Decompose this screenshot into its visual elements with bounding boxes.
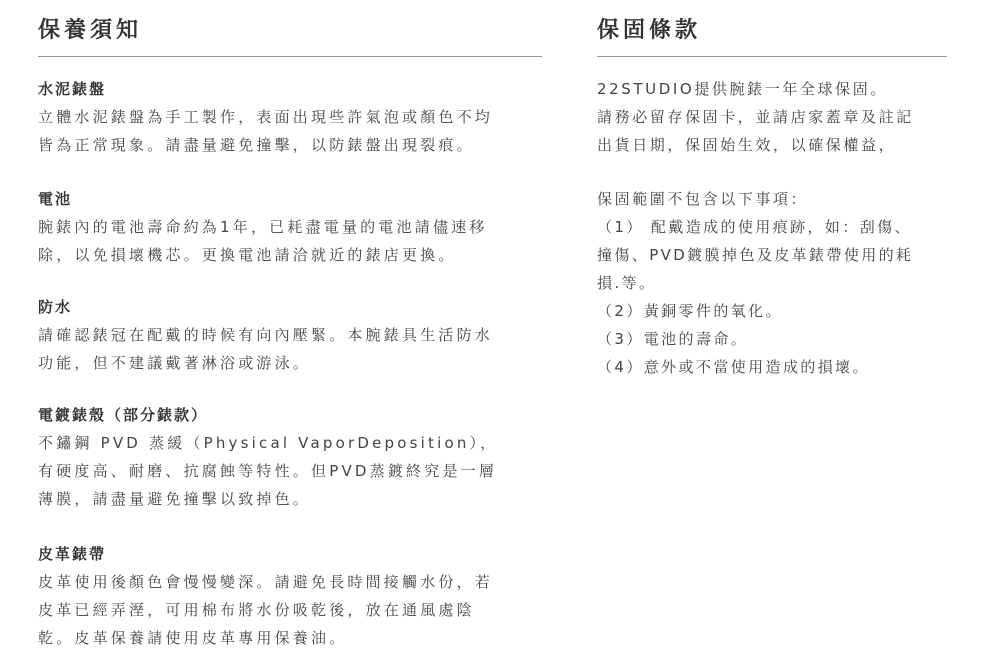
section-waterproof bbox=[38, 293, 493, 377]
section-plated-case bbox=[38, 401, 498, 513]
section-text-line: 功能，但不建議戴著淋浴或游泳。 bbox=[38, 354, 312, 372]
section-heading: 皮革錶帶 bbox=[38, 545, 107, 563]
section-text-line: 請確認錶冠在配戴的時候有向內壓緊。本腕錶具生活防水 bbox=[38, 326, 494, 344]
section-text-line: 除，以免損壞機芯。更換電池請洽就近的錶店更換。 bbox=[38, 246, 457, 264]
section-heading: 防水 bbox=[38, 298, 73, 316]
warranty-title-divider bbox=[597, 56, 947, 57]
section-text-line: 腕錶內的電池壽命約為1年，已耗盡電量的電池請儘速移 bbox=[38, 218, 488, 236]
warranty-intro bbox=[597, 75, 914, 159]
section-text-line: 皆為正常現象。請盡量避免撞擊，以防錶盤出現裂痕。 bbox=[38, 136, 475, 154]
section-heading: 電池 bbox=[38, 190, 73, 208]
exclusion-item: （2）黃銅零件的氧化。 bbox=[597, 302, 783, 320]
warranty-text-line: 出貨日期，保固始生效，以確保權益， bbox=[597, 136, 897, 154]
warranty-text-line: 22STUDIO提供腕錶一年全球保固。 bbox=[597, 80, 888, 98]
warranty-exclusions bbox=[597, 185, 913, 381]
section-text-line: 不鏽鋼 PVD 蒸緩（Physical VaporDeposition）， bbox=[38, 434, 499, 452]
care-title-divider bbox=[38, 56, 542, 57]
section-cement-dial bbox=[38, 75, 493, 159]
exclusion-item: 撞傷、PVD鍍膜掉色及皮革錶帶使用的耗 bbox=[597, 246, 914, 264]
exclusion-item: 損.等。 bbox=[597, 274, 657, 292]
section-text-line: 乾。皮革保養請使用皮革專用保養油。 bbox=[38, 629, 348, 647]
exclusion-item: （1） 配戴造成的使用痕跡，如：刮傷、 bbox=[597, 218, 912, 236]
section-heading: 水泥錶盤 bbox=[38, 80, 107, 98]
section-text-line: 有硬度高、耐磨、抗腐蝕等特性。但PVD蒸鍍終究是一層 bbox=[38, 462, 498, 480]
section-text-line: 皮革使用後顏色會慢慢變深。請避免長時間接觸水份，若 bbox=[38, 573, 494, 591]
care-title: 保養須知 bbox=[38, 18, 143, 43]
exclusion-item: （3）電池的壽命。 bbox=[597, 330, 749, 348]
section-leather-strap bbox=[38, 540, 493, 652]
exclusions-heading: 保固範圍不包含以下事項： bbox=[597, 190, 809, 208]
section-text-line: 皮革已經弄溼，可用棉布將水份吸乾後，放在通風處陰 bbox=[38, 601, 475, 619]
section-battery bbox=[38, 185, 488, 269]
warranty-text-line: 請務必留存保固卡，並請店家蓋章及註記 bbox=[597, 108, 914, 126]
section-text-line: 薄膜，請盡量避免撞擊以致掉色。 bbox=[38, 490, 312, 508]
exclusion-item: （4）意外或不當使用造成的損壞。 bbox=[597, 358, 870, 376]
section-text-line: 立體水泥錶盤為手工製作，表面出現些許氣泡或顏色不均 bbox=[38, 108, 494, 126]
section-heading: 電鍍錶殼（部分錶款） bbox=[38, 406, 209, 424]
warranty-title: 保固條款 bbox=[597, 18, 702, 43]
